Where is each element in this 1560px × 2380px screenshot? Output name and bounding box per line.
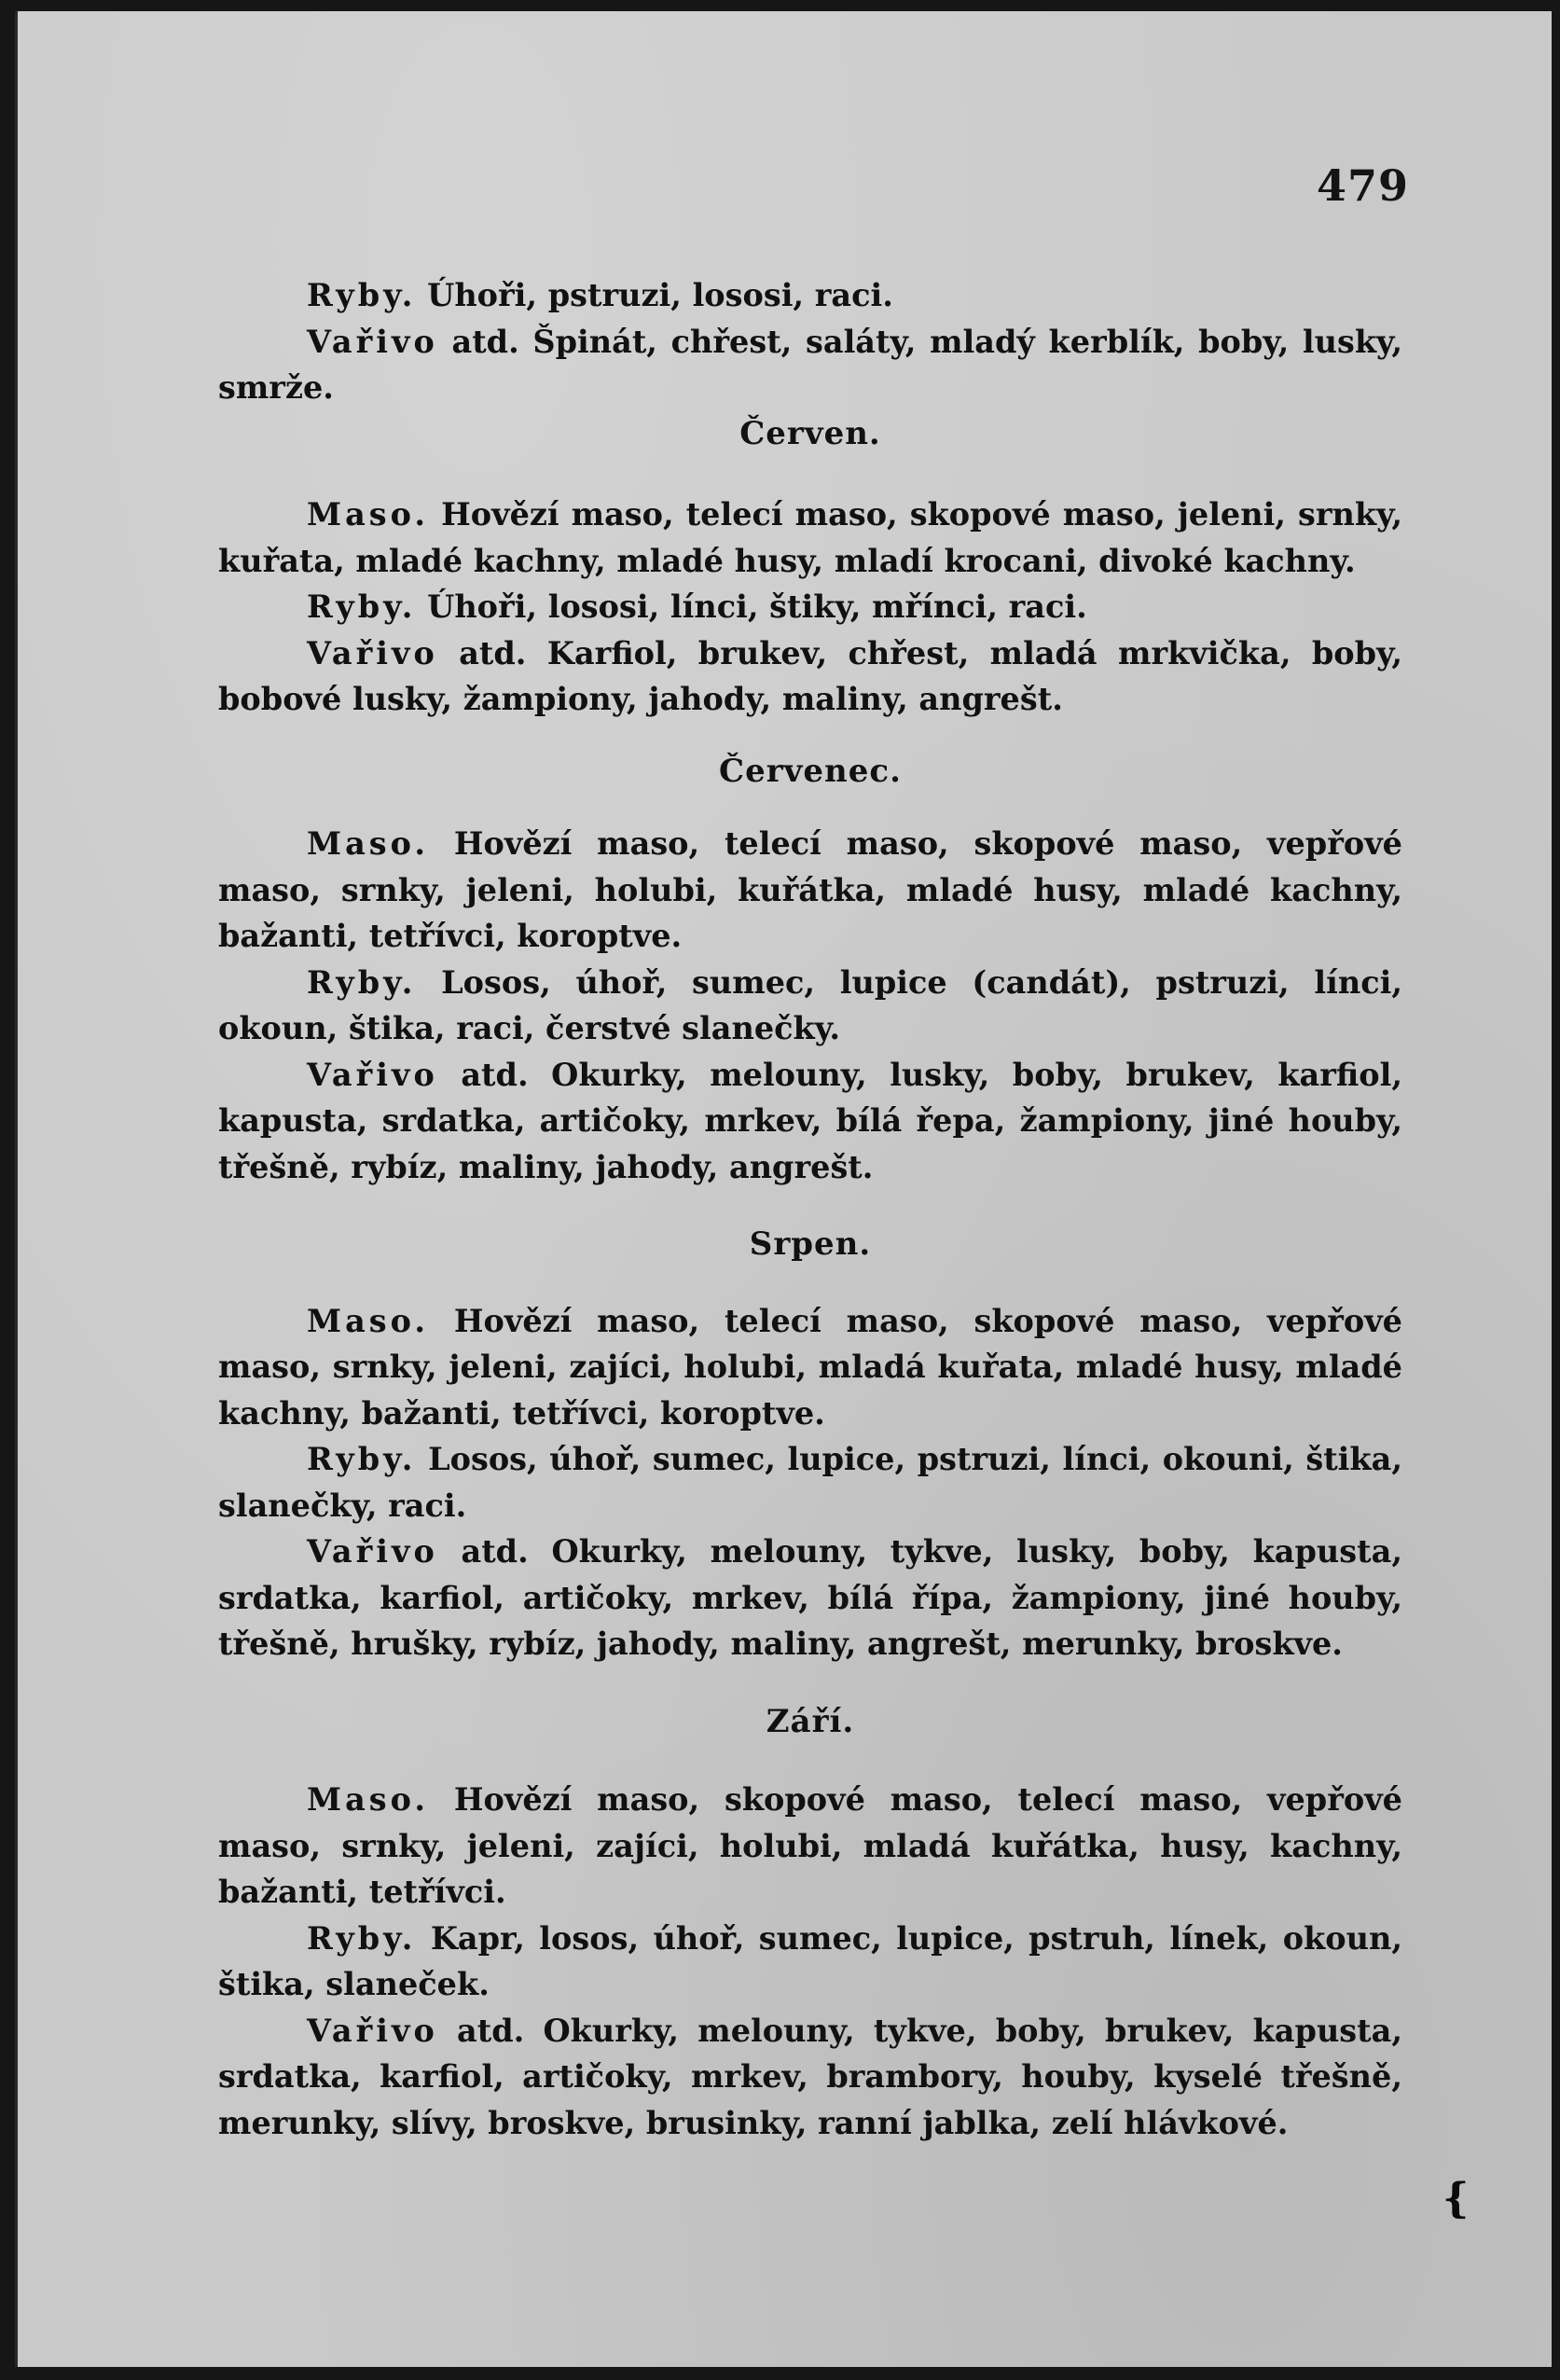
cervenec-ryby-paragraph [218, 960, 1402, 1052]
cervenec-maso-paragraph [218, 821, 1402, 960]
heading-cerven: Červen. [739, 414, 881, 452]
margin-mark-icon: { [1443, 2175, 1470, 2222]
paragraph-lead: Vařivo [307, 634, 438, 671]
heading-srpen: Srpen. [749, 1225, 872, 1263]
intro-varivo-paragraph [218, 319, 1402, 411]
srpen-varivo-paragraph [218, 1529, 1402, 1667]
paragraph-text: Úhoři, lososi, línci, štiky, mřínci, raci. [427, 588, 1087, 625]
paragraph-text: Úhoři, pstruzi, lososi, raci. [427, 277, 893, 313]
paragraph-text: Losos, úhoř, sumec, lupice, pstruzi, línci, okouni, štika, slanečky, raci. [218, 1441, 1402, 1524]
srpen-ryby-paragraph [218, 1436, 1402, 1529]
paragraph-text: Hovězí maso, skopové maso, telecí maso, vepřové maso, srnky, jeleni, zajíci, holubi, mladá kuřátka, husy, kachny, bažanti, tetřívci. [218, 1781, 1402, 1910]
paragraph-text: Losos, úhoř, sumec, lupice (candát), pstruzi, línci, okoun, štika, raci, čerstvé slanečky. [218, 963, 1402, 1046]
cerven-maso-paragraph [218, 491, 1402, 584]
paragraph-lead: Vařivo [307, 1533, 438, 1570]
zari-ryby-paragraph [218, 1916, 1402, 2008]
cerven-ryby-paragraph [218, 584, 1402, 630]
cervenec-varivo-paragraph [218, 1052, 1402, 1191]
paragraph-text: atd. Špinát, chřest, saláty, mladý kerblík, boby, lusky, smrže. [218, 323, 1402, 406]
page-number: 479 [1317, 160, 1410, 211]
paragraph-lead: Maso. [307, 496, 430, 533]
paragraph-text: atd. Karfiol, brukev, chřest, mladá mrkvička, boby, bobové lusky, žampiony, jahody, maliny, angrešt. [218, 634, 1402, 717]
page-text [218, 272, 1402, 2146]
paragraph-lead: Maso. [307, 825, 430, 862]
paragraph-lead: Ryby. [307, 1441, 417, 1477]
paragraph-lead: Ryby. [307, 963, 417, 1001]
zari-maso-paragraph [218, 1777, 1402, 1916]
paragraph-text: atd. Okurky, melouny, lusky, boby, brukev, karfiol, kapusta, srdatka, artičoky, mrkev, bílá řepa, žampiony, jiné houby, třešně, rybíz, maliny, jahody, angrešt. [218, 1056, 1402, 1185]
paragraph-lead: Ryby. [307, 588, 417, 625]
paragraph-text: Hovězí maso, telecí maso, skopové maso, vepřové maso, srnky, jeleni, zajíci, holubi, mladá kuřata, mladé husy, mladé kachny, bažanti, tetřívci, koroptve. [218, 1302, 1402, 1432]
paragraph-text: atd. Okurky, melouny, tykve, boby, brukev, kapusta, srdatka, karfiol, artičoky, mrkev, brambory, houby, kyselé třešně, merunky, slívy, broskve, brusinky, ranní jablka, zelí hlávkové. [218, 2012, 1402, 2141]
paragraph-text: atd. Okurky, melouny, tykve, lusky, boby, kapusta, srdatka, karfiol, artičoky, mrkev, bílá řípa, žampiony, jiné houby, třešně, hrušky, rybíz, jahody, maliny, angrešt, merunky, broskve. [218, 1533, 1402, 1662]
paragraph-lead: Vařivo [307, 2012, 438, 2049]
paragraph-lead: Ryby. [307, 1919, 417, 1957]
intro-ryby-paragraph [218, 272, 1402, 319]
heading-zari: Září. [766, 1702, 855, 1740]
paragraph-text: Hovězí maso, telecí maso, skopové maso, vepřové maso, srnky, jeleni, holubi, kuřátka, mladé husy, mladé kachny, bažanti, tetřívci, koroptve. [218, 825, 1402, 954]
paragraph-lead: Vařivo [307, 1056, 438, 1093]
heading-cervenec: Červenec. [719, 752, 902, 790]
book-page [15, 11, 1552, 2367]
paragraph-lead: Maso. [307, 1302, 430, 1339]
paragraph-text: Hovězí maso, telecí maso, skopové maso, jeleni, srnky, kuřata, mladé kachny, mladé husy, mladí krocani, divoké kachny. [218, 496, 1402, 579]
paragraph-lead: Vařivo [307, 323, 438, 360]
srpen-maso-paragraph [218, 1298, 1402, 1437]
paragraph-lead: Maso. [307, 1781, 430, 1818]
cerven-varivo-paragraph [218, 630, 1402, 723]
zari-varivo-paragraph [218, 2008, 1402, 2147]
paragraph-lead: Ryby. [307, 277, 417, 313]
paragraph-text: Kapr, losos, úhoř, sumec, lupice, pstruh, línek, okoun, štika, slaneček. [218, 1919, 1402, 2002]
